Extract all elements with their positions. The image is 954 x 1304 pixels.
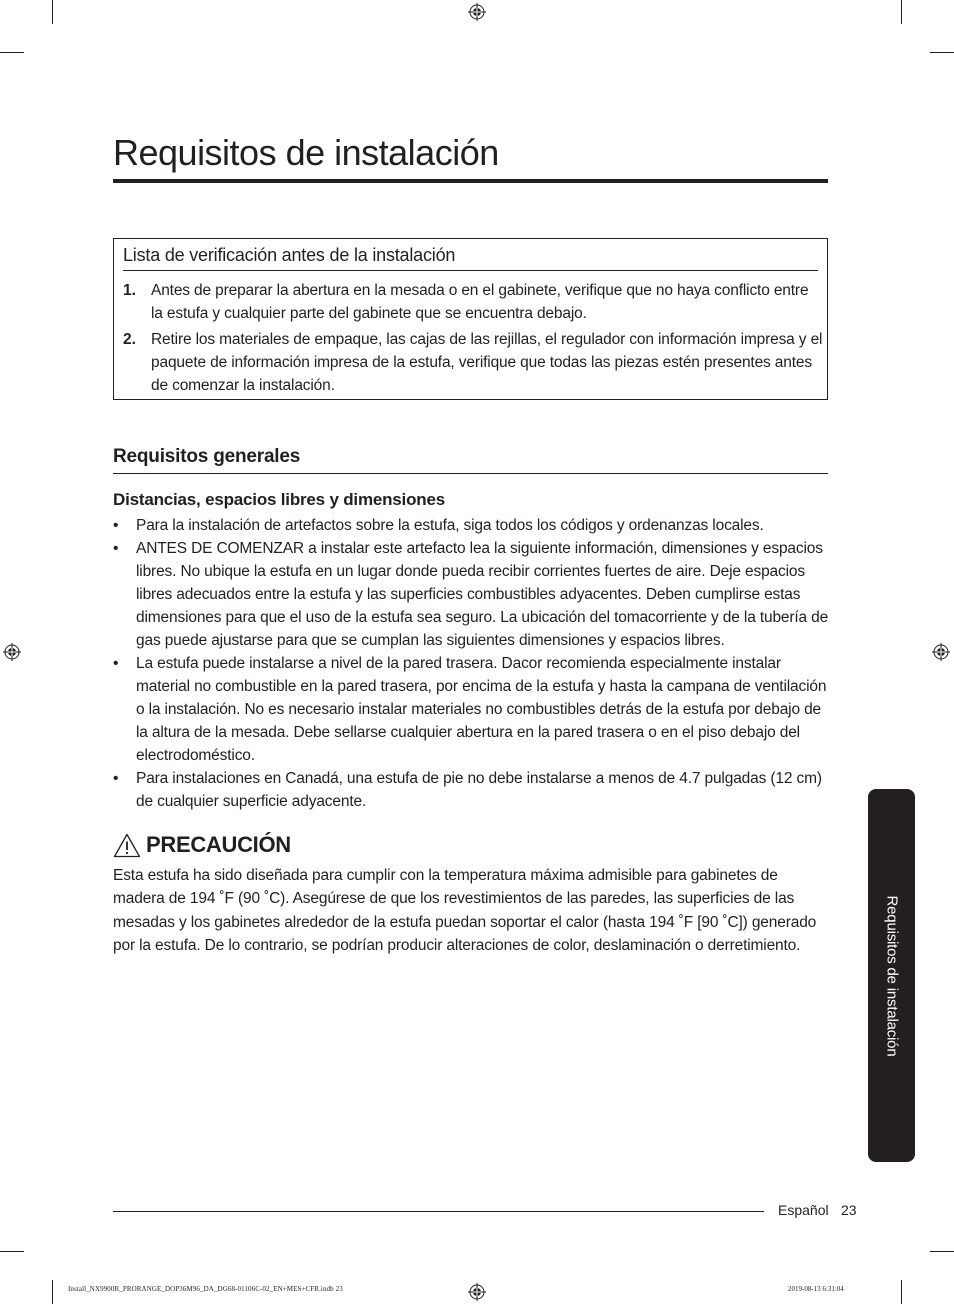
print-slug-file: Install_NX9900R_PRORANGE_DOP36M96_DA_DG68-01106C-02_EN+MES+CFR.indb 23 — [68, 1285, 343, 1293]
bullet-text: Para la instalación de artefactos sobre la estufa, siga todos los códigos y ordenanzas locales. — [136, 517, 764, 534]
bullet-marker: • — [113, 517, 119, 534]
bullet-item — [113, 767, 829, 813]
bullet-text: La estufa puede instalarse a nivel de la pared trasera. Dacor recomienda especialmente instalar material no combustible en la pared trasera, por encima de la estufa y hasta la campana de ventilación o la instalación. No es necesario instalar materiales no combustibles detrás de la estufa por debajo de la altura de la mesada. Debe sellarse cualquier abertura en la pared trasera o en el piso debajo del electrodoméstico. — [136, 655, 827, 764]
bullet-item — [113, 537, 829, 652]
crop-mark-top-right-v — [901, 0, 902, 24]
bullet-marker: • — [113, 770, 119, 787]
checklist-item-number: 2. — [123, 331, 136, 348]
caution-label: PRECAUCIÓN — [146, 832, 291, 857]
checklist-item — [123, 328, 823, 397]
footer-rule — [113, 1211, 764, 1212]
crop-mark-top-right-h — [930, 52, 954, 53]
bullet-item — [113, 652, 829, 767]
caution-heading — [113, 830, 291, 860]
checklist-item-text: Antes de preparar la abertura en la mesada o en el gabinete, verifique que no haya conflicto entre la estufa y cualquier parte del gabinete que se encuentra debajo. — [151, 282, 809, 322]
print-slug-datetime: 2019-08-13 6:31:04 — [788, 1285, 844, 1293]
crop-mark-top-left-v — [52, 0, 53, 24]
registration-mark-icon — [932, 643, 950, 661]
crop-mark-bottom-right-v — [901, 1280, 902, 1304]
chapter-side-tab — [868, 789, 915, 1162]
sub-heading: Distancias, espacios libres y dimensiones — [113, 490, 445, 509]
section-rule — [113, 473, 828, 474]
bullet-text: a instalar este artefacto lea la siguiente información, dimensiones y espacios libres. No ubique la estufa en un lugar donde pueda recibir corrientes fuertes de aire. Deje espacios libres adecuados entre la estufa y las superficies combustibles adyacentes. Deben cumplirse estas dimensiones para que el uso de la estufa sea seguro. La ubicación del tomacorriente y de la tubería de gas puede ajustarse para que se cumplan las siguientes dimensiones y espacios libres. — [136, 540, 829, 649]
crop-mark-bottom-right-h — [930, 1251, 954, 1252]
footer-language: Español — [778, 1202, 829, 1218]
bullet-lead: ANTES DE COMENZAR — [136, 540, 304, 557]
checklist-item-number: 1. — [123, 282, 136, 299]
bullet-marker: • — [113, 655, 119, 672]
crop-mark-bottom-left-h — [0, 1251, 24, 1252]
checklist-rule — [123, 270, 818, 271]
crop-mark-bottom-left-v — [52, 1280, 53, 1304]
registration-mark-icon — [468, 3, 486, 21]
caution-body: Esta estufa ha sido diseñada para cumplir con la temperatura máxima admisible para gabinetes de madera de 194 ˚F (90 ˚C). Asegúrese de que los revestimientos de las paredes, las superficies de las mesadas y los gabinetes alrededor de la estufa puedan soportar el calor (hasta 194 ˚F [90 ˚C]) generado por la estufa. De lo contrario, se podrían producir alteraciones de color, deslaminación o derretimiento. — [113, 867, 817, 954]
page-number: 23 — [841, 1202, 857, 1218]
registration-mark-icon — [468, 1283, 486, 1301]
side-tab-label: Requisitos de instalación — [883, 895, 900, 1056]
bullet-item — [113, 514, 829, 537]
warning-triangle-icon — [113, 833, 141, 858]
bullet-text: Para instalaciones en Canadá, una estufa de pie no debe instalarse a menos de 4.7 pulgadas (12 cm) de cualquier superficie adyacente. — [136, 770, 822, 810]
page-title: Requisitos de instalación — [113, 132, 499, 173]
crop-mark-top-left-h — [0, 52, 24, 53]
section-heading: Requisitos generales — [113, 446, 301, 467]
checklist-title: Lista de verificación antes de la instalación — [123, 245, 456, 265]
bullet-marker: • — [113, 540, 119, 557]
title-rule — [113, 179, 828, 183]
checklist-item — [123, 279, 823, 325]
checklist-item-text: Retire los materiales de empaque, las cajas de las rejillas, el regulador con información impresa y el paquete de información impresa de la estufa, verifique que todas las piezas estén presentes antes de comenzar la instalación. — [151, 331, 823, 394]
registration-mark-icon — [3, 643, 21, 661]
bullet-list — [113, 514, 829, 813]
checklist-box — [113, 238, 828, 400]
